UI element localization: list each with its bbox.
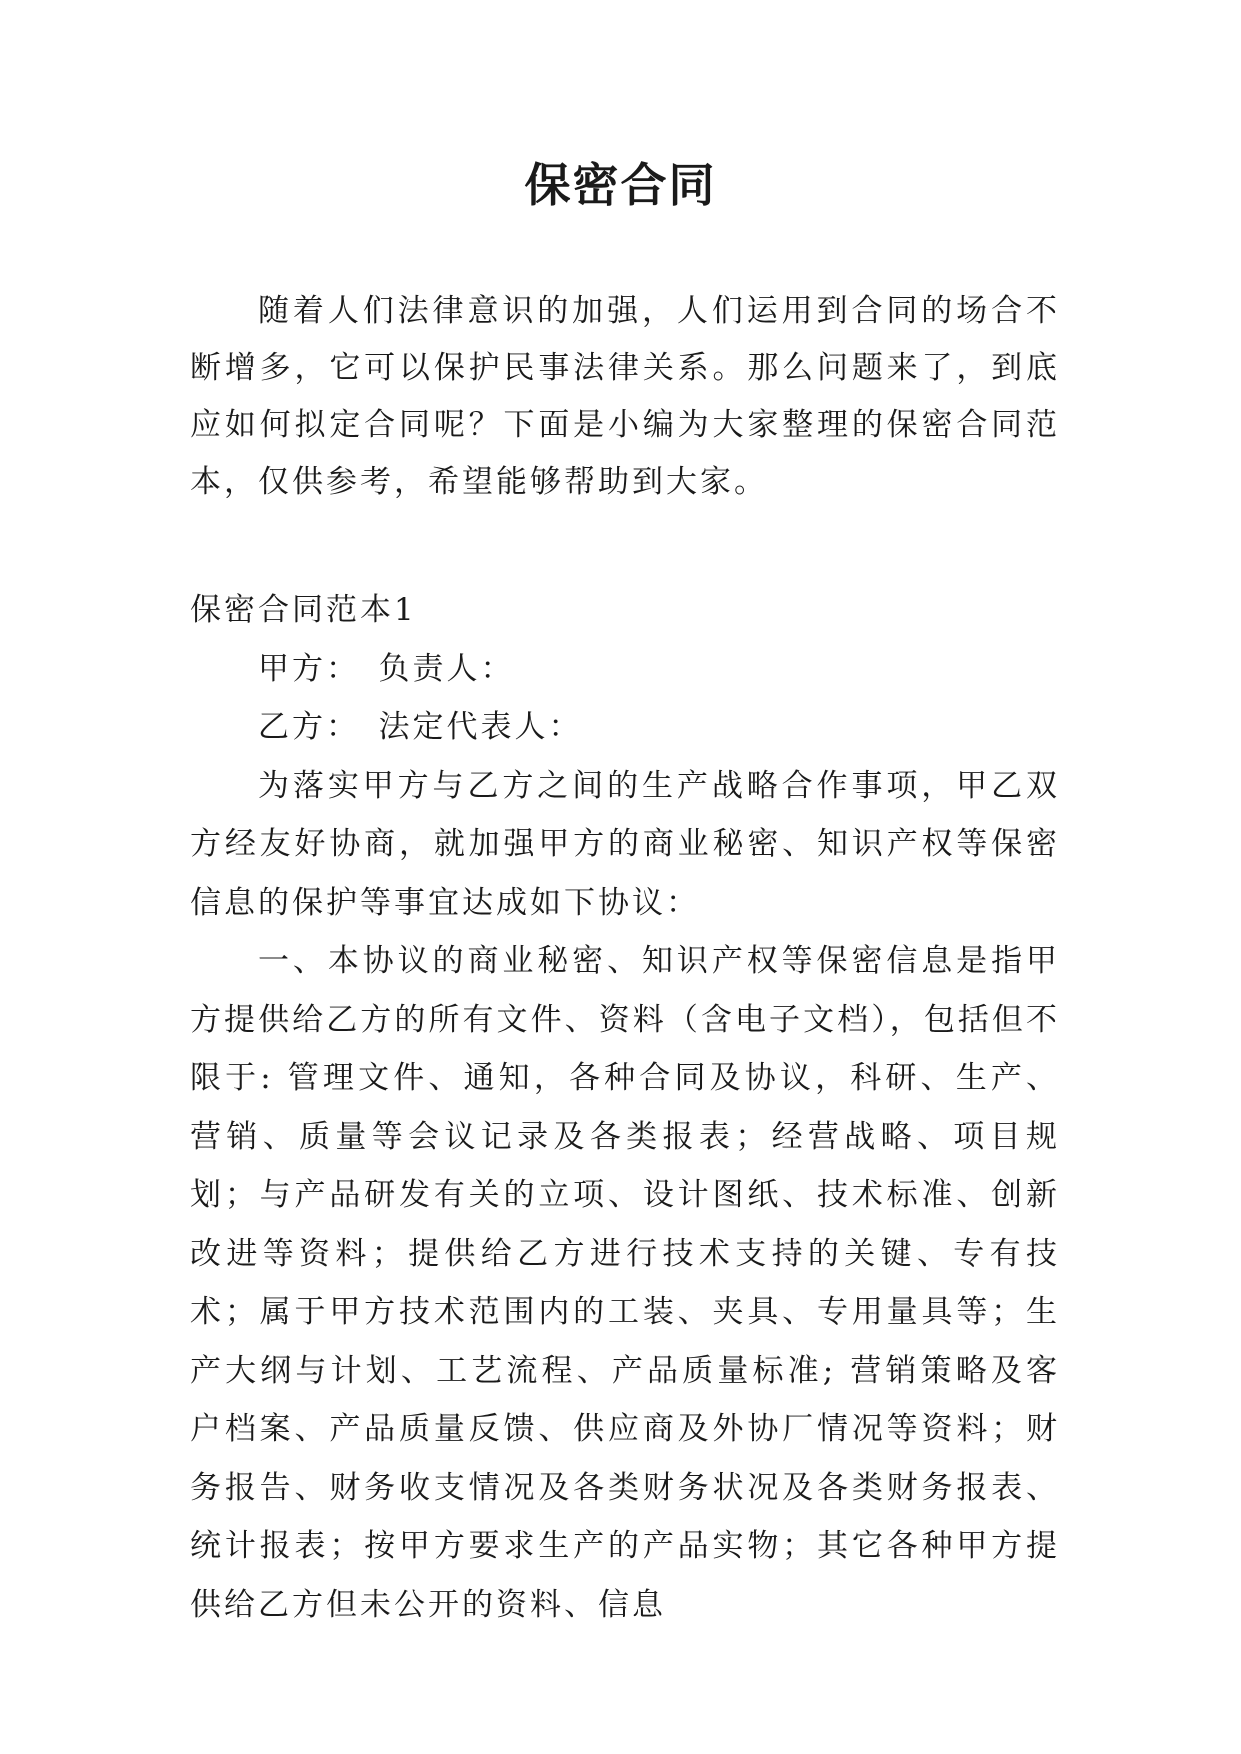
section-heading: 保密合同范本1 [190,592,417,628]
party-a-line: 甲方： 负责人： [258,650,515,687]
document-title: 保密合同 [524,158,717,212]
intro-paragraph: 随着人们法律意识的加强，人们运用到合同的场合不断增多，它可以保护民事法律关系。那么问题来了，到底应如何拟定合同呢？下面是小编为大家整理的保密合同范本，仅供参考，希望能够帮助到大家。 [190,293,1060,500]
contract-section [190,581,1060,1634]
purpose-paragraph: 为落实甲方与乙方之间的生产战略合作事项，甲乙双方经友好协商，就加强甲方的商业秘密、知识产权等保密信息的保护等事宜达成如下协议： [190,767,1060,921]
clause-1-paragraph: 一、本协议的商业秘密、知识产权等保密信息是指甲方提供给乙方的所有文件、资料（含电子文档），包括但不限于: 管理文件、通知，各种合同及协议，科研、生产、营销、质量等会议记录及各类报表；经营战略、项目规划；与产品研发有关的立项、设计图纸、技术标准、创新改进等资料；提供给乙方进行技术支持的关键、专有技术；属于甲方技术范围内的工装、夹具、专用量具等；生产大纲与计划、工艺流程、产品质量标准; 营销策略及客户档案、产品质量反馈、供应商及外协厂情况等资料；财务报告、财务收支情况及各类财务状况及各类财务报表、统计报表；按甲方要求生产的产品实物；其它各种甲方提供给乙方但未公开的资料、信息 [190,943,1060,1623]
party-b-line: 乙方： 法定代表人： [258,709,583,745]
